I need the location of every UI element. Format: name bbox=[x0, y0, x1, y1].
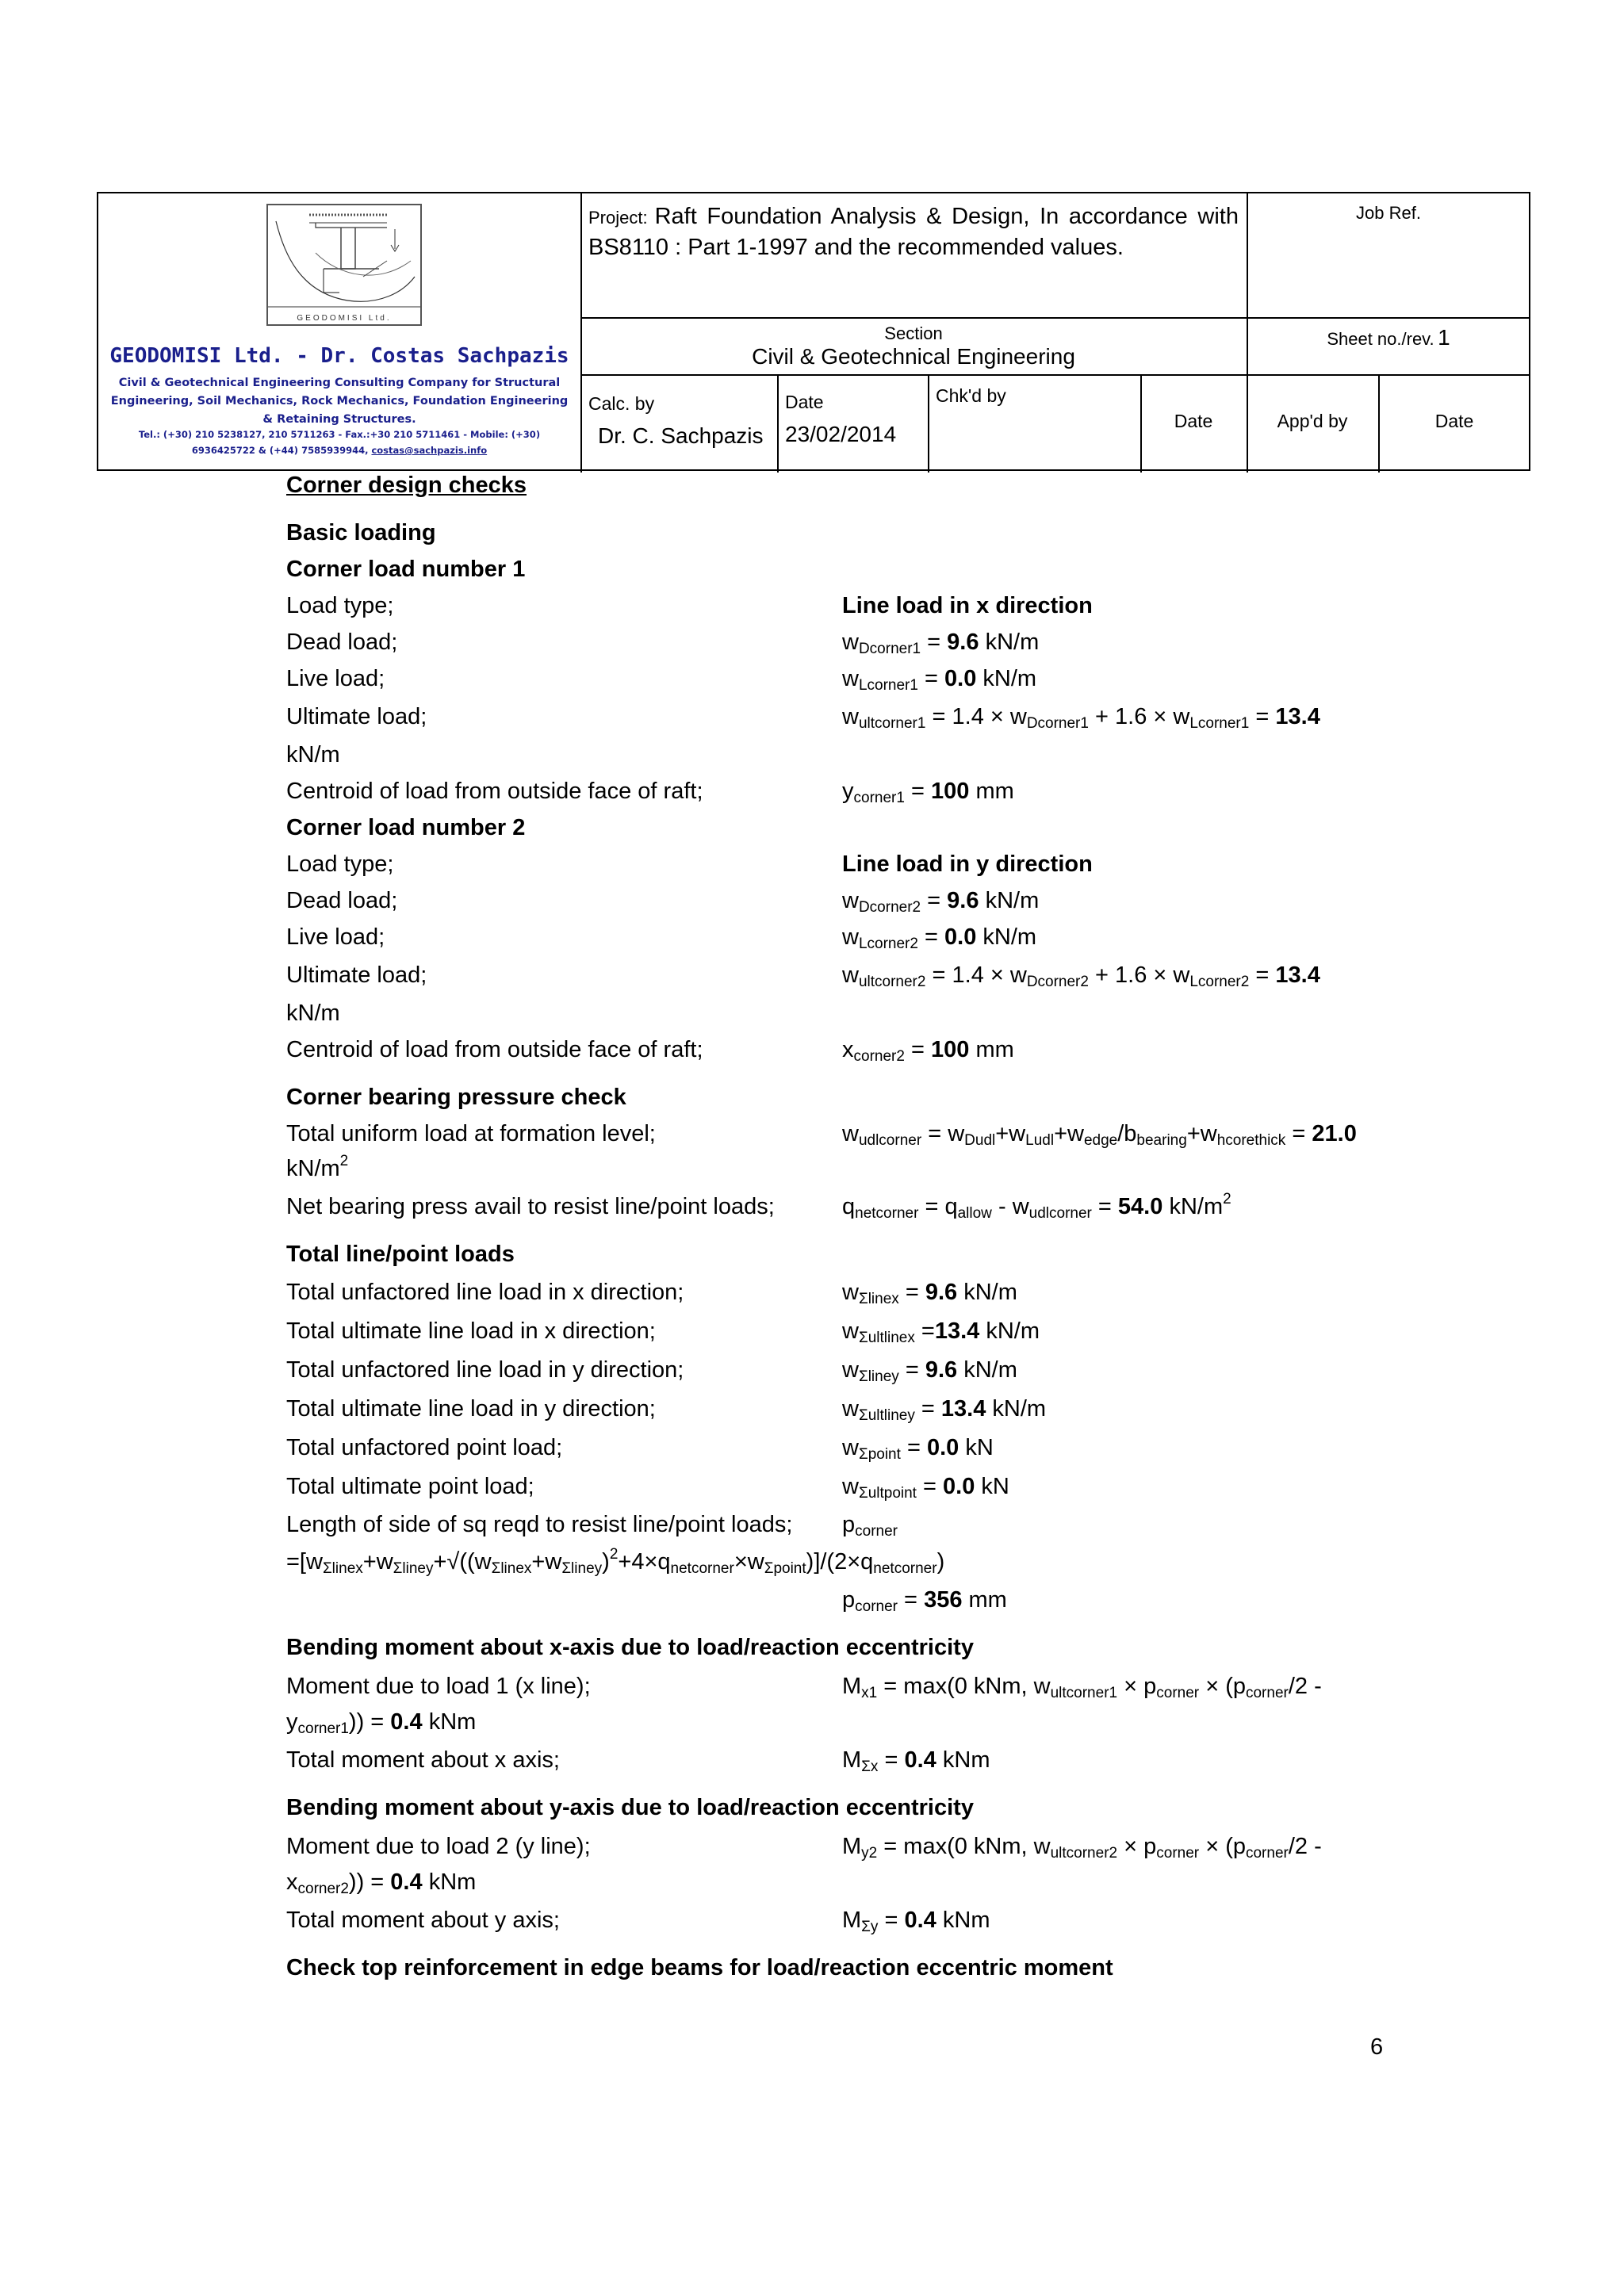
company-logo bbox=[266, 204, 422, 326]
value: $w_{Lcorner1} = 0.0$ kN/m bbox=[842, 666, 1037, 694]
value: $p_{corner}$ bbox=[842, 1512, 898, 1540]
value: $q_{netcorner} = q_{allow} - w_{udlcorner} = 54.0$ $kN/m^2$ bbox=[842, 1191, 1231, 1222]
label: Total ultimate line load in y direction; bbox=[286, 1396, 656, 1422]
load1-type-row bbox=[0, 593, 1624, 625]
total-ultimate-y-row bbox=[0, 1396, 1624, 1428]
total-moment-y-row bbox=[0, 1908, 1624, 1939]
value: $y_{corner1} = 100$ mm bbox=[842, 779, 1014, 806]
moment-load1-cont: $y_{corner1})) = 0.4$ kNm bbox=[286, 1709, 477, 1737]
ultimate-load-1-row bbox=[0, 704, 1624, 736]
corner-load-1-heading: Corner load number 1 bbox=[286, 557, 526, 582]
label: Dead load; bbox=[286, 629, 398, 655]
label: Total unfactored line load in y direction; bbox=[286, 1357, 684, 1383]
value: $w_{\Sigma ultpoint} = 0.0$ kN bbox=[842, 1474, 1009, 1502]
sheet-cell bbox=[1247, 325, 1530, 350]
title-block bbox=[97, 192, 1530, 471]
moment-load1-row bbox=[0, 1674, 1624, 1705]
value: $w_{\Sigma point} = 0.0$ kN bbox=[842, 1435, 994, 1463]
label: Ultimate load; bbox=[286, 704, 427, 729]
value: $w_{ultcorner1} = 1.4 \times w_{Dcorner1} + 1.6 \times w_{Lcorner1} = 13.4$ bbox=[842, 704, 1320, 732]
sheet-value: 1 bbox=[1438, 325, 1450, 350]
moment-load2-row bbox=[0, 1834, 1624, 1866]
check-top-heading: Check top reinforcement in edge beams for load/reaction eccentric moment bbox=[286, 1955, 1113, 1980]
total-unfactored-x-row bbox=[0, 1280, 1624, 1311]
calc-by-label: Calc. by bbox=[588, 393, 655, 414]
net-bearing-row bbox=[0, 1191, 1624, 1226]
p-corner-formula: $=[w_{\Sigma linex}+w_{\Sigma liney}+√((w_{\Sigma linex}+w_{\Sigma liney})^2+4\times q_{netcorner}\times w_{\Sigma point})]/(2\times q_{netcorner})$ bbox=[286, 1546, 945, 1577]
contact-numbers: Tel.: (+30) 210 5238127, 210 5711263 - Fax.:+30 210 5711461 - Mobile: (+30) 6936425722 & (+44) 7585939944, bbox=[138, 429, 541, 456]
total-unfactored-y-row bbox=[0, 1357, 1624, 1389]
project-label: Project: bbox=[588, 208, 648, 228]
label: Ultimate load; bbox=[286, 962, 427, 988]
value: $M_{x1} = \max(0$ kNm, $w_{ultcorner1} \times p_{corner} \times (p_{corner}/2$ - bbox=[842, 1674, 1322, 1701]
unit-wrap: kN/m bbox=[286, 1001, 340, 1026]
total-moment-x-row bbox=[0, 1747, 1624, 1779]
label: Length of side of sq reqd to resist line/point loads; bbox=[286, 1512, 793, 1537]
value: $w_{\Sigma ultlinex} =13.4$ kN/m bbox=[842, 1318, 1040, 1346]
dead-load-1-row bbox=[0, 629, 1624, 661]
moment-load2-cont: $x_{corner2})) = 0.4$ kNm bbox=[286, 1869, 477, 1897]
bearing-check-heading: Corner bearing pressure check bbox=[286, 1085, 626, 1110]
value: $w_{Dcorner1} = 9.6$ kN/m bbox=[842, 629, 1040, 657]
section-label: Section bbox=[884, 323, 943, 343]
label: Total moment about y axis; bbox=[286, 1908, 560, 1933]
value: $w_{Lcorner2} = 0.0$ kN/m bbox=[842, 924, 1037, 952]
page-number: 6 bbox=[1370, 2034, 1384, 2060]
label: Dead load; bbox=[286, 888, 398, 913]
label: Centroid of load from outside face of raft; bbox=[286, 1037, 703, 1062]
load2-type-row bbox=[0, 851, 1624, 883]
bending-x-heading: Bending moment about x-axis due to load/reaction eccentricity bbox=[286, 1635, 974, 1660]
value: $w_{\Sigma ultliney} = 13.4$ kN/m bbox=[842, 1396, 1047, 1424]
company-description: Civil & Geotechnical Engineering Consulting Company for Structural Engineering, Soil Mechanics, Rock Mechanics, Foundation Engineering & Retaining Structures. bbox=[110, 377, 569, 426]
approved-by-label: App'd by bbox=[1277, 411, 1348, 431]
label: Total ultimate line load in x direction; bbox=[286, 1318, 656, 1344]
dead-load-2-row bbox=[0, 888, 1624, 920]
project-text: Raft Foundation Analysis & Design, In accordance with BS8110 : Part 1-1997 and the recommended values. bbox=[588, 204, 1239, 260]
label: Live load; bbox=[286, 924, 385, 950]
value: Line load in y direction bbox=[842, 851, 1093, 877]
total-ultimate-point-row bbox=[0, 1474, 1624, 1506]
label: Load type; bbox=[286, 851, 394, 877]
total-udl-row bbox=[0, 1121, 1624, 1153]
total-loads-heading: Total line/point loads bbox=[286, 1242, 515, 1267]
label: Live load; bbox=[286, 666, 385, 691]
length-side-row bbox=[0, 1512, 1624, 1544]
live-load-2-row bbox=[0, 924, 1624, 956]
label: Total unfactored line load in x direction; bbox=[286, 1280, 684, 1305]
total-unfactored-point-row bbox=[0, 1435, 1624, 1467]
p-corner-result-row bbox=[0, 1587, 1624, 1619]
geodomisi-logo-icon bbox=[268, 205, 420, 324]
ultimate-load-2-row bbox=[0, 962, 1624, 994]
value: $w_{\Sigma liney} = 9.6$ kN/m bbox=[842, 1357, 1017, 1385]
calc-by-value: Dr. C. Sachpazis bbox=[598, 423, 764, 448]
centroid-2-row bbox=[0, 1037, 1624, 1069]
live-load-1-row bbox=[0, 666, 1624, 698]
total-ultimate-x-row bbox=[0, 1318, 1624, 1350]
label: Net bearing press avail to resist line/point loads; bbox=[286, 1194, 775, 1219]
unit-wrap: kN/m bbox=[286, 742, 340, 767]
label: Total ultimate point load; bbox=[286, 1474, 534, 1499]
label: Moment due to load 2 (y line); bbox=[286, 1834, 591, 1859]
date-value: 23/02/2014 bbox=[785, 422, 897, 446]
contact-email[interactable]: costas@sachpazis.info bbox=[371, 445, 488, 456]
label: Total uniform load at formation level; bbox=[286, 1121, 656, 1146]
label: Total unfactored point load; bbox=[286, 1435, 563, 1460]
unit-wrap: $kN/m^2$ bbox=[286, 1153, 349, 1181]
bending-y-heading: Bending moment about y-axis due to load/reaction eccentricity bbox=[286, 1795, 974, 1820]
label: Total moment about x axis; bbox=[286, 1747, 560, 1773]
value: $M_{\Sigma x} = 0.4$ kNm bbox=[842, 1747, 990, 1775]
value: $M_{y2} = \max(0$ kNm, $w_{ultcorner2} \times p_{corner} \times (p_{corner}/2$ - bbox=[842, 1834, 1322, 1862]
label: Load type; bbox=[286, 593, 394, 618]
corner-load-2-heading: Corner load number 2 bbox=[286, 815, 526, 840]
label: Moment due to load 1 (x line); bbox=[286, 1674, 591, 1699]
section-title: Corner design checks bbox=[286, 473, 527, 498]
company-contact bbox=[109, 427, 569, 458]
centroid-1-row bbox=[0, 779, 1624, 810]
checked-by-label: Chk'd by bbox=[936, 385, 1006, 406]
section-value: Civil & Geotechnical Engineering bbox=[752, 344, 1075, 369]
sheet-label: Sheet no./rev. bbox=[1327, 329, 1434, 349]
job-ref-label: Job Ref. bbox=[1356, 203, 1421, 223]
basic-loading-heading: Basic loading bbox=[286, 520, 436, 545]
date2-label: Date bbox=[1174, 411, 1213, 431]
date-label: Date bbox=[785, 392, 824, 412]
label: Centroid of load from outside face of raft; bbox=[286, 779, 703, 804]
value: $w_{\Sigma linex} = 9.6$ kN/m bbox=[842, 1280, 1017, 1307]
company-name: GEODOMISI Ltd. - Dr. Costas Sachpazis bbox=[109, 344, 569, 368]
logo-caption: GEODOMISI Ltd. bbox=[297, 314, 392, 323]
project-cell bbox=[588, 203, 1239, 265]
value: $M_{\Sigma y} = 0.4$ kNm bbox=[842, 1908, 990, 1935]
value: $p_{corner} = 356$ mm bbox=[842, 1587, 1007, 1615]
value: $w_{udlcorner} = w_{Dudl}+w_{Ludl}+w_{edge}/b_{bearing}+w_{hcorethick} = 21.0$ bbox=[842, 1121, 1357, 1149]
value: $w_{Dcorner2} = 9.6$ kN/m bbox=[842, 888, 1040, 916]
value: $w_{ultcorner2} = 1.4 \times w_{Dcorner2} + 1.6 \times w_{Lcorner2} = 13.4$ bbox=[842, 962, 1320, 990]
value: Line load in x direction bbox=[842, 593, 1093, 618]
value: $x_{corner2} = 100$ mm bbox=[842, 1037, 1014, 1065]
date3-label: Date bbox=[1434, 411, 1474, 431]
